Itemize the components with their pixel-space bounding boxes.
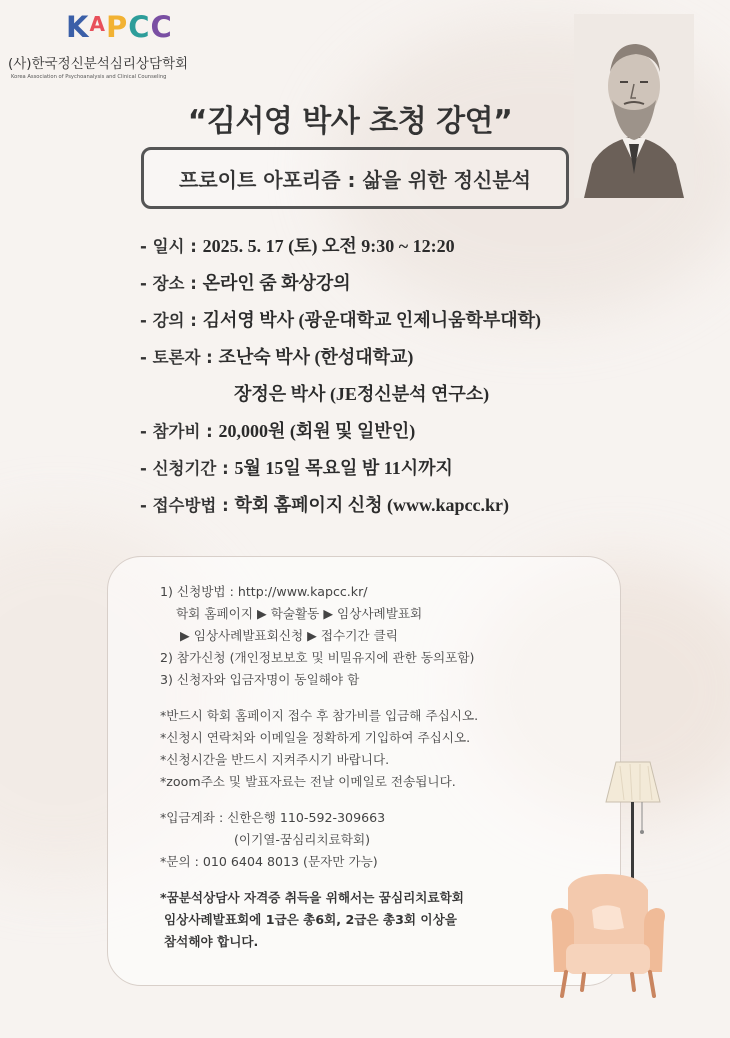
notice-account-holder: (이기열-꿈심리치료학회): [234, 832, 371, 847]
notice-caution: *zoom주소 및 발표자료는 전날 이메일로 전송됩니다.: [160, 774, 456, 789]
logo-mark: [66, 10, 173, 44]
info-value: 장정은 박사 (JE정신분석 연구소): [234, 384, 490, 404]
logo-letter: P: [105, 10, 129, 44]
info-row-method: [140, 487, 610, 524]
info-row-discussant: [140, 339, 610, 376]
info-value: 5월 15일 목요일 밤 11시까지: [234, 458, 453, 478]
info-row-lecturer: [140, 302, 610, 339]
notice-account: *입금계좌 : 신한은행 110-592-309663: [160, 810, 386, 825]
info-label: - 강의 :: [140, 311, 203, 330]
armchair-illustration: [544, 868, 670, 998]
notice-caution: *신청시 연락처와 이메일을 정확하게 기입하여 주십시오.: [160, 730, 471, 745]
notice-step: 학회 홈페이지 ▶ 학술활동 ▶ 임상사례발표회: [176, 606, 423, 621]
notice-caution: *반드시 학회 홈페이지 접수 후 참가비를 입금해 주십시오.: [160, 708, 479, 723]
info-row-discussant-2: [140, 376, 610, 413]
info-value: 학회 홈페이지 신청 (www.kapcc.kr): [234, 495, 510, 515]
spacer: [160, 691, 580, 705]
info-label: - 접수방법 :: [140, 496, 235, 515]
notice-step: 2) 참가신청 (개인정보보호 및 비밀유지에 관한 동의포함): [160, 650, 475, 665]
logo-letter: K: [66, 10, 90, 44]
logo-letter: C: [150, 10, 173, 44]
logo-org-name-en: Korea Association of Psychoanalysis and Clinical Counseling: [11, 74, 167, 80]
spacer: [160, 793, 580, 807]
notice-contact: *문의 : 010 6404 8013 (문자만 가능): [160, 854, 378, 869]
info-row-period: [140, 450, 610, 487]
info-value: 온라인 줌 화상강의: [202, 273, 351, 293]
page-title: “김서영 박사 초청 강연”: [187, 104, 513, 139]
info-label: - 신청기간 :: [140, 459, 235, 478]
logo-letter: A: [89, 12, 106, 36]
notice-content: [160, 581, 580, 953]
info-label: - 일시 :: [140, 237, 203, 256]
info-value: 김서영 박사 (광운대학교 인제니움학부대학): [202, 310, 542, 330]
notice-cert-note: *꿈분석상담사 자격증 취득을 위해서는 꿈심리치료학회: [160, 890, 464, 905]
event-info-list: [140, 228, 610, 524]
notice-cert-note: 임상사례발표회에 1급은 총6회, 2급은 총3회 이상을: [164, 912, 457, 927]
info-row-fee: [140, 413, 610, 450]
info-row-date: [140, 228, 610, 265]
notice-step: 3) 신청자와 입금자명이 동일해야 함: [160, 672, 360, 687]
info-value: 조난숙 박사 (한성대학교): [218, 347, 414, 367]
logo-letter: C: [128, 10, 151, 44]
info-label: - 토론자 :: [140, 348, 219, 367]
spacer: [160, 873, 580, 887]
info-label: - 장소 :: [140, 274, 203, 293]
lecture-subtitle-box: [141, 147, 569, 209]
info-value: 20,000원 (회원 및 일반인): [218, 421, 416, 441]
notice-cert-note: 참석해야 합니다.: [164, 934, 259, 949]
info-row-place: [140, 265, 610, 302]
association-logo: [8, 8, 208, 82]
notice-caution: *신청시간을 반드시 지켜주시기 바랍니다.: [160, 752, 390, 767]
lecture-subtitle: 프로이트 아포리즘 : 삶을 위한 정신분석: [179, 167, 531, 192]
notice-step: ▶ 임상사례발표회신청 ▶ 접수기간 클릭: [180, 628, 398, 643]
notice-step: 1) 신청방법 : http://www.kapcc.kr/: [160, 584, 368, 599]
info-value: 2025. 5. 17 (토) 오전 9:30 ~ 12:20: [202, 236, 455, 256]
logo-org-name: (사)한국정신분석심리상담학회: [8, 56, 189, 72]
info-label: - 참가비 :: [140, 422, 219, 441]
